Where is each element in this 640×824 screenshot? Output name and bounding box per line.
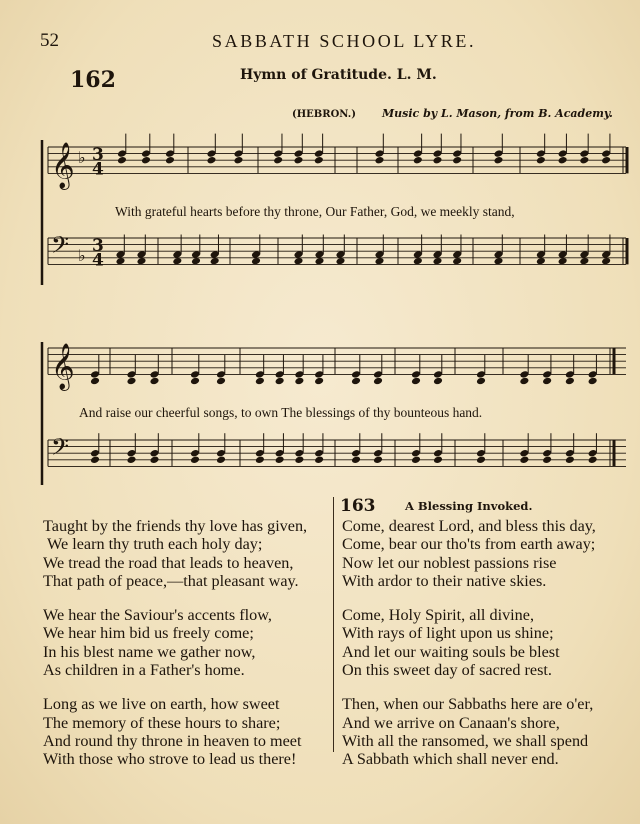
note-head	[519, 456, 529, 465]
note-head	[314, 456, 324, 465]
note-head	[373, 456, 383, 465]
time-signature-top: 3	[92, 145, 104, 166]
note-head	[255, 377, 265, 386]
verse-line: With those who strove to lead us there!	[43, 750, 297, 769]
note-head	[255, 456, 265, 465]
note-head	[476, 456, 486, 465]
note-head	[351, 377, 361, 386]
stanza	[342, 517, 596, 590]
note-head	[375, 156, 385, 165]
verse-line: On this sweet day of sacred rest.	[342, 661, 552, 680]
note-head	[150, 456, 160, 465]
note-head	[433, 377, 443, 386]
note-head	[411, 377, 421, 386]
verse-line: We learn thy truth each holy day;	[47, 535, 263, 554]
note-head	[588, 377, 598, 386]
verse-line: With ardor to their native skies.	[342, 571, 547, 590]
verse-line: Come, Holy Spirit, all divine,	[342, 606, 534, 625]
treble-clef-icon: 𝄞	[51, 343, 75, 390]
lyrics-system-2: And raise our cheerful songs, to own The blessings of thy bounteous hand.	[79, 405, 483, 420]
note-head	[216, 456, 226, 465]
note-head	[117, 156, 127, 165]
note-head	[141, 156, 151, 165]
note-head	[273, 156, 283, 165]
flat-icon: ♭	[78, 148, 86, 168]
note-head	[190, 456, 200, 465]
bass-clef-icon: 𝄢	[51, 231, 70, 264]
note-head	[433, 456, 443, 465]
verse-line: And we arrive on Canaan's shore,	[342, 713, 560, 732]
verse-line: And let our waiting souls be blest	[342, 642, 560, 661]
tune-name: (HEBRON.)	[292, 109, 356, 120]
stanza	[43, 606, 307, 679]
note-head	[294, 156, 304, 165]
verse-line: Now let our noblest passions rise	[342, 553, 557, 572]
note-head	[294, 456, 304, 465]
lyrics-system-1: With grateful hearts before thy throne, Our Father, God, we meekly stand,	[115, 204, 515, 219]
page-number: 52	[40, 30, 59, 51]
verse-line: Then, when our Sabbaths here are o'er,	[342, 695, 594, 714]
note-head	[494, 156, 504, 165]
stanza	[342, 606, 596, 679]
note-head	[90, 377, 100, 386]
stanza	[43, 695, 307, 768]
note-head	[314, 377, 324, 386]
note-head	[411, 456, 421, 465]
note-head	[588, 456, 598, 465]
note-head	[373, 377, 383, 386]
note-head	[413, 156, 423, 165]
verse-line: Long as we live on earth, how sweet	[43, 695, 280, 714]
note-head	[542, 377, 552, 386]
verse-line: We hear the Saviour's accents flow,	[43, 606, 272, 625]
hymn-163-stanzas	[342, 517, 596, 785]
note-head	[216, 377, 226, 386]
note-head	[579, 156, 589, 165]
verse-line: The memory of these hours to share;	[43, 713, 281, 732]
verse-line: Come, dearest Lord, and bless this day,	[342, 517, 596, 535]
stanza	[43, 517, 307, 590]
note-head	[190, 377, 200, 386]
hymn-163-title: A Blessing Invoked.	[405, 499, 533, 513]
note-head	[536, 156, 546, 165]
note-head	[542, 456, 552, 465]
treble-clef-icon: 𝄞	[51, 142, 75, 189]
note-head	[565, 456, 575, 465]
verse-line: That path of peace,—that pleasant way.	[43, 571, 299, 590]
verse-line: With rays of light upon us shine;	[342, 624, 554, 643]
composer-credit: Music by L. Mason, from B. Academy.	[382, 107, 613, 120]
note-head	[519, 377, 529, 386]
verse-line: And round thy throne in heaven to meet	[43, 731, 302, 750]
hymn-162-title: Hymn of Gratitude. L. M.	[240, 67, 437, 83]
note-head	[275, 456, 285, 465]
note-head	[207, 156, 217, 165]
verse-line: As children in a Father's home.	[43, 661, 245, 680]
stanza	[342, 695, 596, 768]
running-head: SABBATH SCHOOL LYRE.	[212, 31, 477, 51]
verse-line: A Sabbath which shall never end.	[342, 750, 559, 769]
note-head	[558, 156, 568, 165]
verse-line: Come, bear our tho'ts from earth away;	[342, 535, 596, 554]
note-head	[601, 156, 611, 165]
verse-line: We hear him bid us freely come;	[43, 624, 254, 643]
note-head	[275, 377, 285, 386]
note-head	[127, 377, 137, 386]
bass-clef-icon: 𝄢	[51, 433, 70, 466]
verse-line: In his blest name we gather now,	[43, 642, 256, 661]
flat-icon: ♭	[78, 245, 86, 265]
time-signature-bottom: 4	[92, 159, 104, 180]
time-signature-top: 3	[92, 236, 104, 257]
hymn-163-number: 163	[340, 496, 376, 516]
note-head	[565, 377, 575, 386]
note-head	[433, 156, 443, 165]
note-head	[351, 456, 361, 465]
note-head	[90, 456, 100, 465]
time-signature-bottom: 4	[92, 250, 104, 271]
verse-line: With all the ransomed, we shall spend	[342, 731, 589, 750]
verse-line: We tread the road that leads to heaven,	[43, 553, 294, 572]
note-head	[165, 156, 175, 165]
hymn-162-stanzas	[43, 517, 307, 785]
verse-line: Taught by the friends thy love has given,	[43, 517, 308, 535]
note-head	[314, 156, 324, 165]
note-head	[234, 156, 244, 165]
column-divider	[333, 497, 334, 752]
note-head	[294, 377, 304, 386]
note-head	[452, 156, 462, 165]
note-head	[150, 377, 160, 386]
note-head	[476, 377, 486, 386]
hymn-162-number: 162	[70, 67, 116, 93]
note-head	[127, 456, 137, 465]
